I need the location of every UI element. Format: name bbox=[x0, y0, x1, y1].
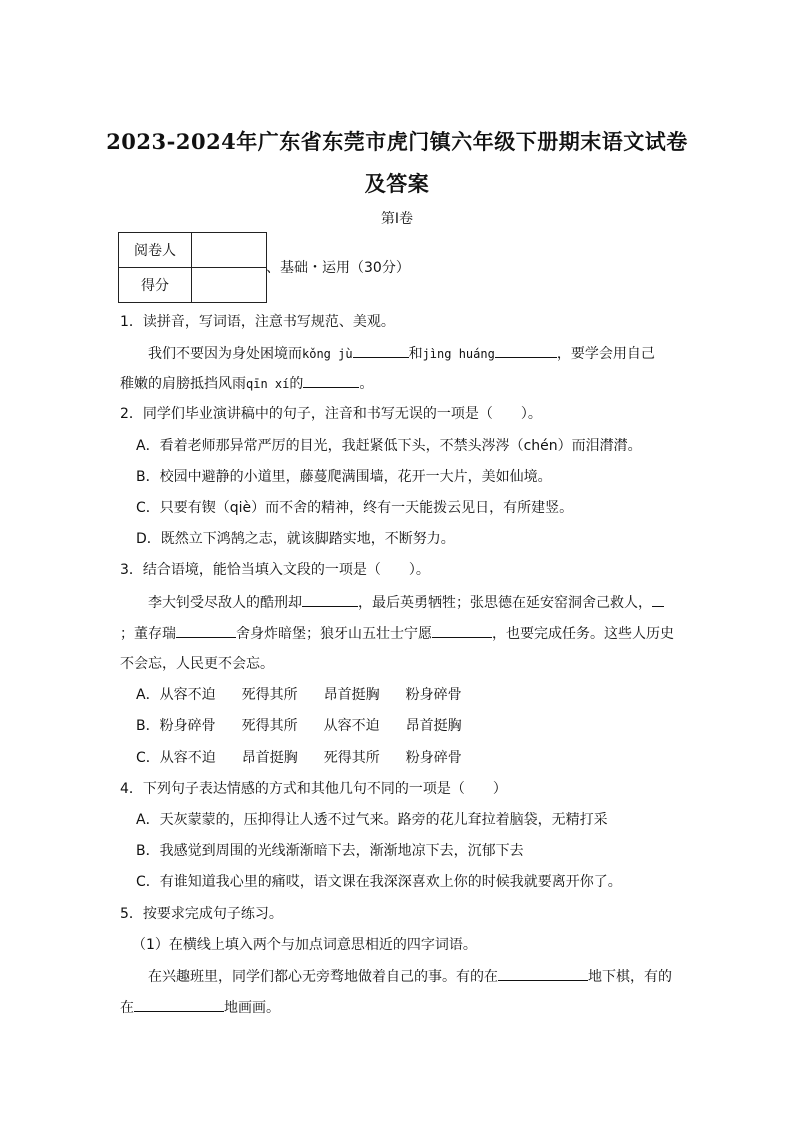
q2-option-b[interactable]: B．校园中避静的小道里，藤蔓爬满围墙，花开一大片，美如仙境。 bbox=[136, 469, 552, 485]
q3-text: ，最后英勇牺牲；张思德在延安窑洞舍己救人， bbox=[358, 595, 652, 611]
q3-answer-blank-1[interactable] bbox=[302, 592, 358, 607]
volume-label: 第Ⅰ卷 bbox=[380, 211, 414, 227]
option-word: 粉身碎骨 bbox=[405, 750, 462, 766]
q5-answer-blank-2[interactable] bbox=[134, 997, 224, 1012]
q4-option-b[interactable]: B．我感觉到周围的光线渐渐暗下去，渐渐地凉下去，沉郁下去 bbox=[136, 843, 524, 859]
option-word: 死得其所 bbox=[323, 750, 380, 766]
q3-text: 舍身炸暗堡；狼牙山五壮士宁愿 bbox=[236, 626, 432, 642]
section-heading: 、基础・运用（30分） bbox=[266, 260, 410, 276]
q1-pinyin-3: qīn xí bbox=[246, 377, 290, 391]
option-word: 从容不迫 bbox=[323, 718, 380, 734]
q5-answer-blank-1[interactable] bbox=[498, 966, 588, 981]
q5-sub1: （1）在横线上填入两个与加点词意思相近的四字词语。 bbox=[132, 937, 477, 953]
option-word: 死得其所 bbox=[241, 687, 298, 703]
q3-answer-blank-4[interactable] bbox=[432, 623, 492, 638]
q2-option-a[interactable]: A．看着老师那异常严厉的目光，我赶紧低下头，不禁头涔涔（chén）而泪潸潸。 bbox=[136, 438, 642, 454]
q3-stem: 3．结合语境，能恰当填入文段的一项是（ ）。 bbox=[120, 562, 430, 578]
q1-text: 的 bbox=[289, 376, 304, 392]
q4-option-c[interactable]: C．有谁知道我心里的痛哎，语文课在我深深喜欢上你的时候我就要离开你了。 bbox=[136, 874, 622, 890]
q1-answer-blank-2[interactable] bbox=[495, 343, 557, 358]
q5-text: 在兴趣班里，同学们都心无旁骛地做着自己的事。有的在 bbox=[148, 969, 498, 985]
option-word: 粉身碎骨 bbox=[159, 718, 216, 734]
q5-text: 地画画。 bbox=[224, 1000, 280, 1016]
grader-box bbox=[118, 232, 267, 303]
q1-pinyin-1: kǒng jù bbox=[302, 347, 353, 361]
q3-option-a[interactable] bbox=[136, 685, 462, 705]
q1-stem: 1．读拼音，写词语，注意书写规范、美观。 bbox=[120, 314, 395, 330]
q3-answer-blank-2[interactable] bbox=[652, 592, 664, 607]
q1-text: ，要学会用自己 bbox=[556, 346, 655, 362]
q3-line3: 不会忘，人民更不会忘。 bbox=[120, 656, 274, 672]
reviewer-label: 阅卷人 bbox=[119, 233, 192, 268]
score-label: 得分 bbox=[119, 268, 192, 303]
q1-text: 稚嫩的肩膀抵挡风雨 bbox=[120, 376, 246, 392]
q1-line1 bbox=[148, 343, 655, 364]
q3-option-c[interactable] bbox=[136, 748, 462, 768]
q1-answer-blank-3[interactable] bbox=[303, 373, 359, 388]
option-label: A． bbox=[136, 687, 160, 703]
option-word: 昂首挺胸 bbox=[323, 687, 380, 703]
q5-line2 bbox=[120, 997, 280, 1018]
option-word: 昂首挺胸 bbox=[241, 750, 298, 766]
q2-option-d[interactable]: D．既然立下鸿鹄之志，就该脚踏实地，不断努力。 bbox=[136, 531, 455, 547]
q3-text: ，也要完成任务。这些人历史 bbox=[492, 626, 674, 642]
q5-text: 在 bbox=[120, 1000, 134, 1016]
score-field[interactable] bbox=[192, 268, 267, 303]
exam-title-line2: 及答案 bbox=[364, 171, 430, 196]
q5-text: 地下棋，有的 bbox=[588, 969, 672, 985]
q3-answer-blank-3[interactable] bbox=[176, 623, 236, 638]
q5-line1 bbox=[148, 966, 672, 987]
option-word: 粉身碎骨 bbox=[405, 687, 462, 703]
q3-line2 bbox=[120, 623, 674, 644]
option-word: 死得其所 bbox=[241, 718, 298, 734]
option-word: 从容不迫 bbox=[159, 687, 216, 703]
q1-line2 bbox=[120, 373, 373, 394]
q1-text: 和 bbox=[408, 346, 423, 362]
q3-option-b[interactable] bbox=[136, 716, 462, 736]
option-word: 昂首挺胸 bbox=[405, 718, 462, 734]
q3-text: ；董存瑞 bbox=[120, 626, 176, 642]
q2-stem: 2．同学们毕业演讲稿中的句子，注音和书写无误的一项是（ ）。 bbox=[120, 406, 542, 422]
q4-stem: 4．下列句子表达情感的方式和其他几句不同的一项是（ ） bbox=[120, 781, 507, 797]
reviewer-field[interactable] bbox=[192, 233, 267, 268]
exam-title-line1: 2023-2024年广东省东莞市虎门镇六年级下册期末语文试卷 bbox=[106, 129, 688, 154]
option-label: C． bbox=[136, 750, 160, 766]
q5-stem: 5．按要求完成句子练习。 bbox=[120, 906, 283, 922]
q4-option-a[interactable]: A．天灰蒙蒙的，压抑得让人透不过气来。路旁的花儿耷拉着脑袋，无精打采 bbox=[136, 812, 608, 828]
q1-text: 我们不要因为身处困境而 bbox=[148, 346, 302, 362]
q1-answer-blank-1[interactable] bbox=[353, 343, 409, 358]
option-word: 从容不迫 bbox=[159, 750, 216, 766]
option-label: B． bbox=[136, 718, 160, 734]
q1-pinyin-2: jìng huáng bbox=[422, 347, 495, 361]
q3-text: 李大钊受尽敌人的酷刑却 bbox=[148, 595, 302, 611]
q3-line1 bbox=[148, 592, 664, 613]
q1-text: 。 bbox=[359, 376, 374, 392]
q2-option-c[interactable]: C．只要有锲（qiè）而不舍的精神，终有一天能拨云见日，有所建竖。 bbox=[136, 500, 574, 516]
